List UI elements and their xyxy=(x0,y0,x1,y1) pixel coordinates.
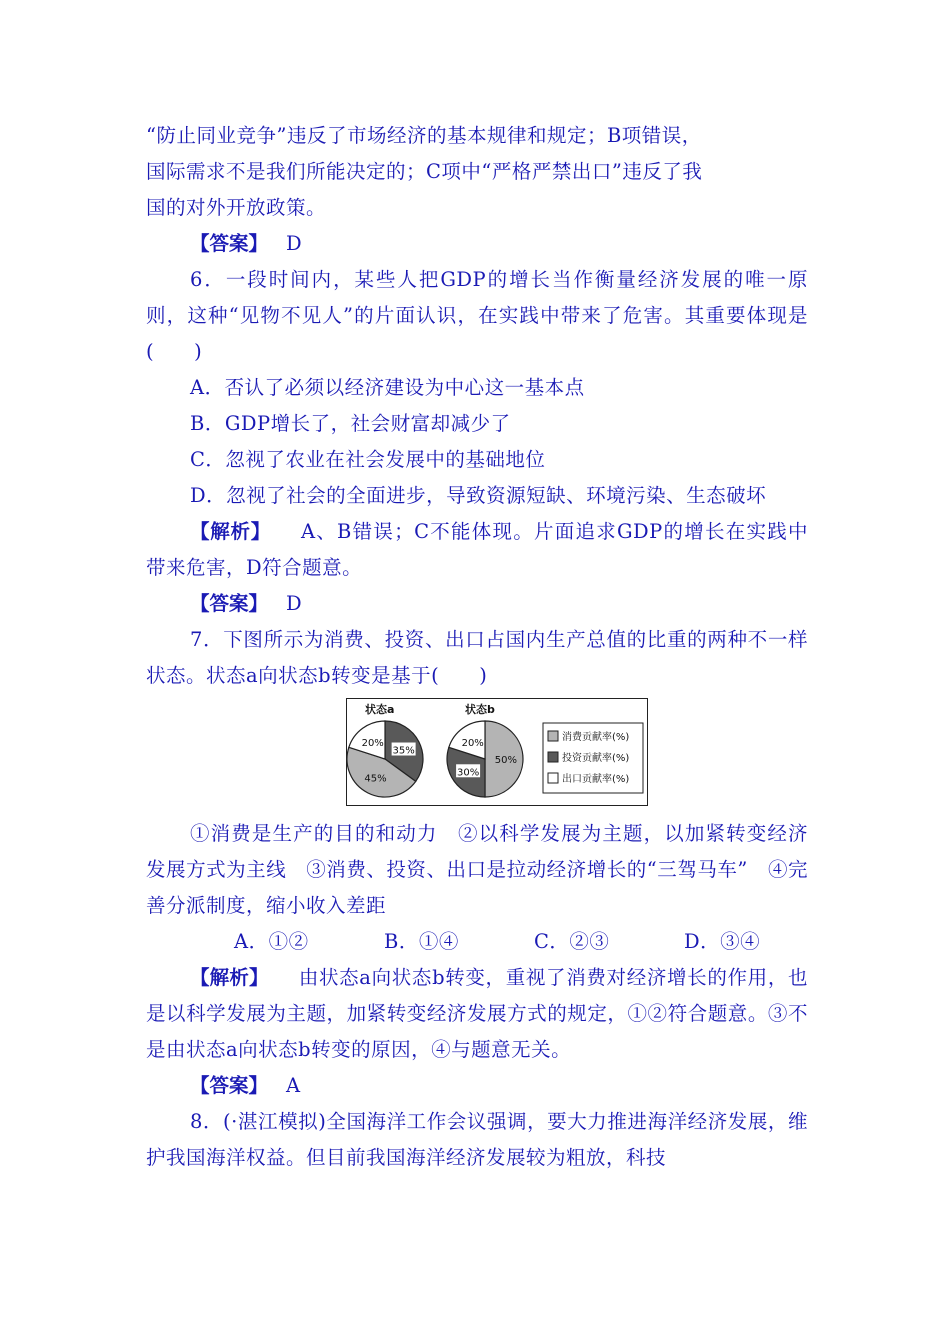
answer-5 xyxy=(146,226,808,262)
option-c: C．②③ xyxy=(534,930,610,953)
question-7-statements: ①消费是生产的目的和动力 ②以科学发展为主题，以加紧转变经济发展方式为主线 ③消费、投资、出口是拉动经济增长的“三驾马车” ④完善分派制度，缩小收入差距 xyxy=(146,822,808,917)
analysis-7 xyxy=(146,960,808,1068)
text-line: 国际需求不是我们所能决定的；C项中“严格严禁出口”违反了我 xyxy=(146,160,703,183)
answer-value: D xyxy=(286,592,303,615)
analysis-text: 由状态a向状态b转变，重视了消费对经济增长的作用，也是以科学发展为主题，加紧转变经济发展方式的规定，①②符合题意。③不是由状态a向状态b转变的原因，④与题意无关。 xyxy=(146,966,808,1061)
option-c: C．忽视了农业在社会发展中的基础地位 xyxy=(190,448,546,471)
option-b: B．GDP增长了，社会财富却减少了 xyxy=(190,412,511,435)
legend-swatch xyxy=(548,752,558,762)
answer-value: D xyxy=(286,232,303,255)
slice-label: 30% xyxy=(456,767,480,779)
text-column xyxy=(146,118,808,1176)
question-7-stem: 7．下图所示为消费、投资、出口占国内生产总值的比重的两种不一样状态。状态a向状态b转变是基于( ) xyxy=(146,628,808,687)
answer-tag: 【答案】 xyxy=(190,592,269,615)
legend-label: 消费贡献率(%) xyxy=(562,732,630,743)
option-d: D．忽视了社会的全面进步，导致资源短缺、环境污染、生态破坏 xyxy=(190,484,767,507)
slice-label: 20% xyxy=(361,738,384,750)
answer-tag: 【答案】 xyxy=(190,232,269,255)
analysis-text: A、B错误；C不能体现。片面追求GDP的增长在实践中带来危害，D符合题意。 xyxy=(146,520,808,579)
legend-swatch xyxy=(548,731,558,741)
analysis-tag: 【解析】 xyxy=(190,966,269,989)
answer-7 xyxy=(146,1068,808,1104)
pie-title: 状态a xyxy=(365,703,395,716)
text-line: “防止同业竞争”违反了市场经济的基本规律和规定；B项错误， xyxy=(146,124,702,147)
answer-value: A xyxy=(286,1074,301,1097)
legend-label: 出口贡献率(%) xyxy=(562,774,630,785)
slice-label: 35% xyxy=(392,745,415,757)
pie-chart-svg xyxy=(347,699,646,804)
answer-6 xyxy=(146,586,808,622)
analysis-6 xyxy=(146,514,808,586)
figure-wrapper xyxy=(146,698,808,810)
legend-label: 投资贡献率(%) xyxy=(562,753,630,764)
legend-swatch xyxy=(548,773,558,783)
slice-label: 50% xyxy=(494,755,518,766)
slice-label: 45% xyxy=(364,773,387,785)
option-d: D．③④ xyxy=(684,930,761,953)
analysis-tag: 【解析】 xyxy=(190,520,271,543)
slice-label: 20% xyxy=(461,738,484,750)
question-8-stem: 8．(·湛江模拟)全国海洋工作会议强调，要大力推进海洋经济发展，维护我国海洋权益。但目前我国海洋经济发展较为粗放，科技 xyxy=(146,1110,808,1169)
question-7-options xyxy=(146,924,808,960)
pie-title: 状态b xyxy=(465,703,495,716)
option-a: A．①② xyxy=(234,930,309,953)
option-b: B．①④ xyxy=(384,930,459,953)
text-line: 国的对外开放政策。 xyxy=(146,196,327,219)
answer-tag: 【答案】 xyxy=(190,1074,269,1097)
pie-chart-figure xyxy=(346,698,648,806)
option-a: A．否认了必须以经济建设为中心这一基本点 xyxy=(190,376,585,399)
question-6-stem: 6．一段时间内，某些人把GDP的增长当作衡量经济发展的唯一原则，这种“见物不见人”的片面认识，在实践中带来了危害。其重要体现是( ) xyxy=(146,268,808,363)
